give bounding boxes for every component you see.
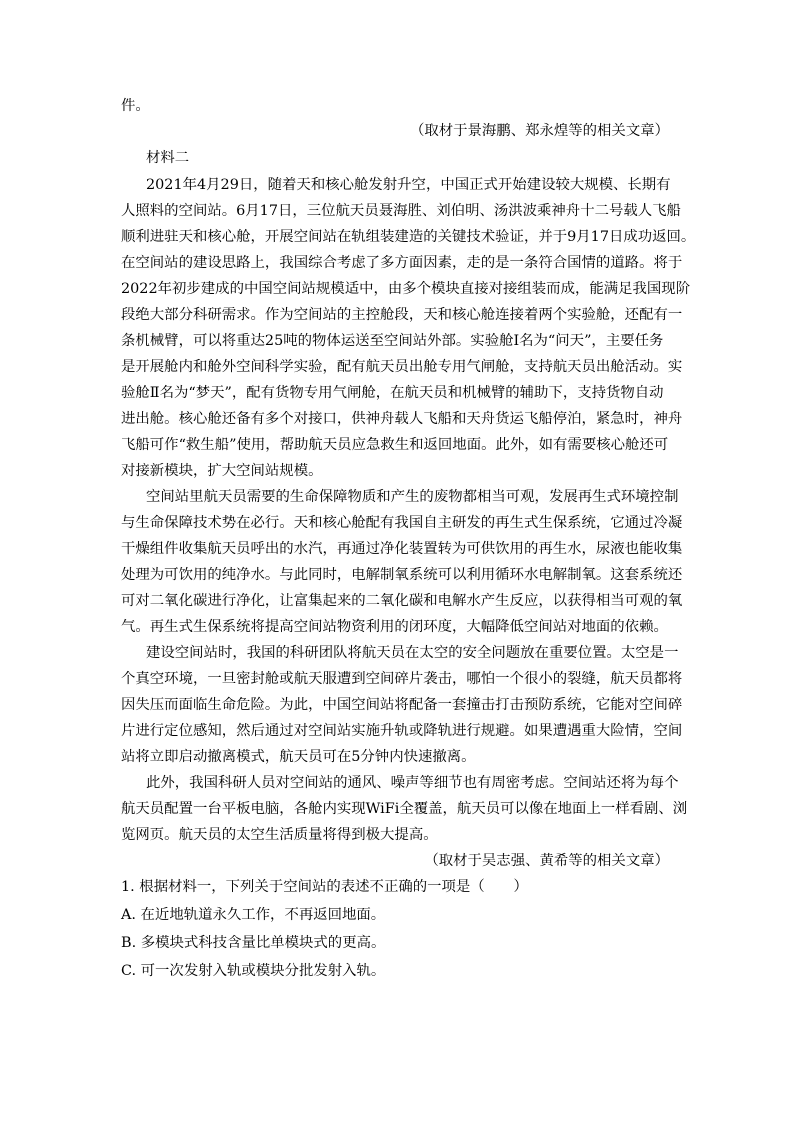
text-line: 览网页。航天员的太空生活质量将得到极大提高。 <box>121 827 438 843</box>
text-line: 站将立即启动撤离模式，航天员可在5分钟内快速撤离。 <box>121 749 476 765</box>
question-stem: 1. 根据材料一，下列关于空间站的表述不正确的一项是（ ） <box>121 879 528 895</box>
text-line: 航天员配置一台平板电脑，各舱内实现WiFi全覆盖，航天员可以像在地面上一样看剧、浏 <box>121 801 688 817</box>
text-line: 个真空环境，一旦密封舱或航天服遭到空间碎片袭击，哪怕一个很小的裂缝，航天员都将 <box>121 671 683 687</box>
text-line: 建设空间站时，我国的科研团队将航天员在太空的安全问题放在重要位置。太空是一 <box>146 645 679 661</box>
text-line: 与生命保障技术势在必行。天和核心舱配有我国自主研发的再生式生保系统，它通过冷凝 <box>121 515 683 531</box>
source-citation: （取材于景海鹏、郑永煌等的相关文章） <box>409 123 669 139</box>
text-line: 片进行定位感知，然后通过对空间站实施升轨或降轨进行规避。如果遭遇重大险情，空间 <box>121 723 683 739</box>
text-line: 可对二氧化碳进行净化，让富集起来的二氧化碳和电解水产生反应，以获得相当可观的氧 <box>121 593 683 609</box>
text-line: 因失压而面临生命危险。为此，中国空间站将配备一套撞击打击预防系统，它能对空间碎 <box>121 697 683 713</box>
text-line: 此外，我国科研人员对空间站的通风、噪声等细节也有周密考虑。空间站还将为每个 <box>146 775 679 791</box>
text-line: 是开展舱内和舱外空间科学实验，配有航天员出舱专用气闸舱，支持航天员出舱活动。实 <box>121 359 683 375</box>
text-line: 空间站里航天员需要的生命保障物质和产生的废物都相当可观，发展再生式环境控制 <box>146 489 679 505</box>
text-line: 条机械臂，可以将重达25吨的物体运送至空间站外部。实验舱Ⅰ名为“问天”，主要任务 <box>121 333 664 349</box>
text-line: 人照料的空间站。6月17日，三位航天员聂海胜、刘伯明、汤洪波乘神舟十二号载人飞船 <box>121 203 681 219</box>
option-a: A. 在近地轨道永久工作，不再返回地面。 <box>121 907 386 923</box>
text-line: 在空间站的建设思路上，我国综合考虑了多方面因素，走的是一条符合国情的道路。将于 <box>121 255 683 271</box>
text-line: 段绝大部分科研需求。作为空间站的主控舱段，天和核心舱连接着两个实验舱，还配有一 <box>121 307 683 323</box>
text-line: 进出舱。核心舱还备有多个对接口，供神舟载人飞船和天舟货运飞船停泊，紧急时，神舟 <box>121 411 683 427</box>
option-c: C. 可一次发射入轨或模块分批发射入轨。 <box>121 963 386 979</box>
source-citation: （取材于吴志强、黄希等的相关文章） <box>424 853 669 869</box>
text-line: 飞船可作“救生船”使用，帮助航天员应急救生和返回地面。此外，如有需要核心舱还可 <box>121 437 669 453</box>
option-b: B. 多模块式科技含量比单模块式的更高。 <box>121 935 386 951</box>
text-line: 处理为可饮用的纯净水。与此同时，电解制氧系统可以利用循环水电解制氧。这套系统还 <box>121 567 683 583</box>
text-line: 验舱Ⅱ名为“梦天”，配有货物专用气闸舱，在航天员和机械臂的辅助下，支持货物自动 <box>121 385 664 401</box>
text-line: 气。再生式生保系统将提高空间站物资利用的闭环度，大幅降低空间站对地面的依赖。 <box>121 619 668 635</box>
text-line: 对接新模块，扩大空间站规模。 <box>121 463 323 479</box>
text-line: 顺利进驻天和核心舱，开展空间站在轨组装建造的关键技术验证，并于9月17日成功返回。 <box>121 229 696 245</box>
text-line: 2022年初步建成的中国空间站规模适中，由多个模块直接对接组装而成，能满足我国现阶 <box>121 281 691 297</box>
section-heading: 材料二 <box>146 150 190 166</box>
text-line: 2021年4月29日，随着天和核心舱发射升空，中国正式开始建设较大规模、长期有 <box>146 177 671 193</box>
text-line: 干燥组件收集航天员呼出的水汽，再通过净化装置转为可供饮用的再生水，尿液也能收集 <box>121 541 683 557</box>
text-line: 件。 <box>121 98 150 114</box>
